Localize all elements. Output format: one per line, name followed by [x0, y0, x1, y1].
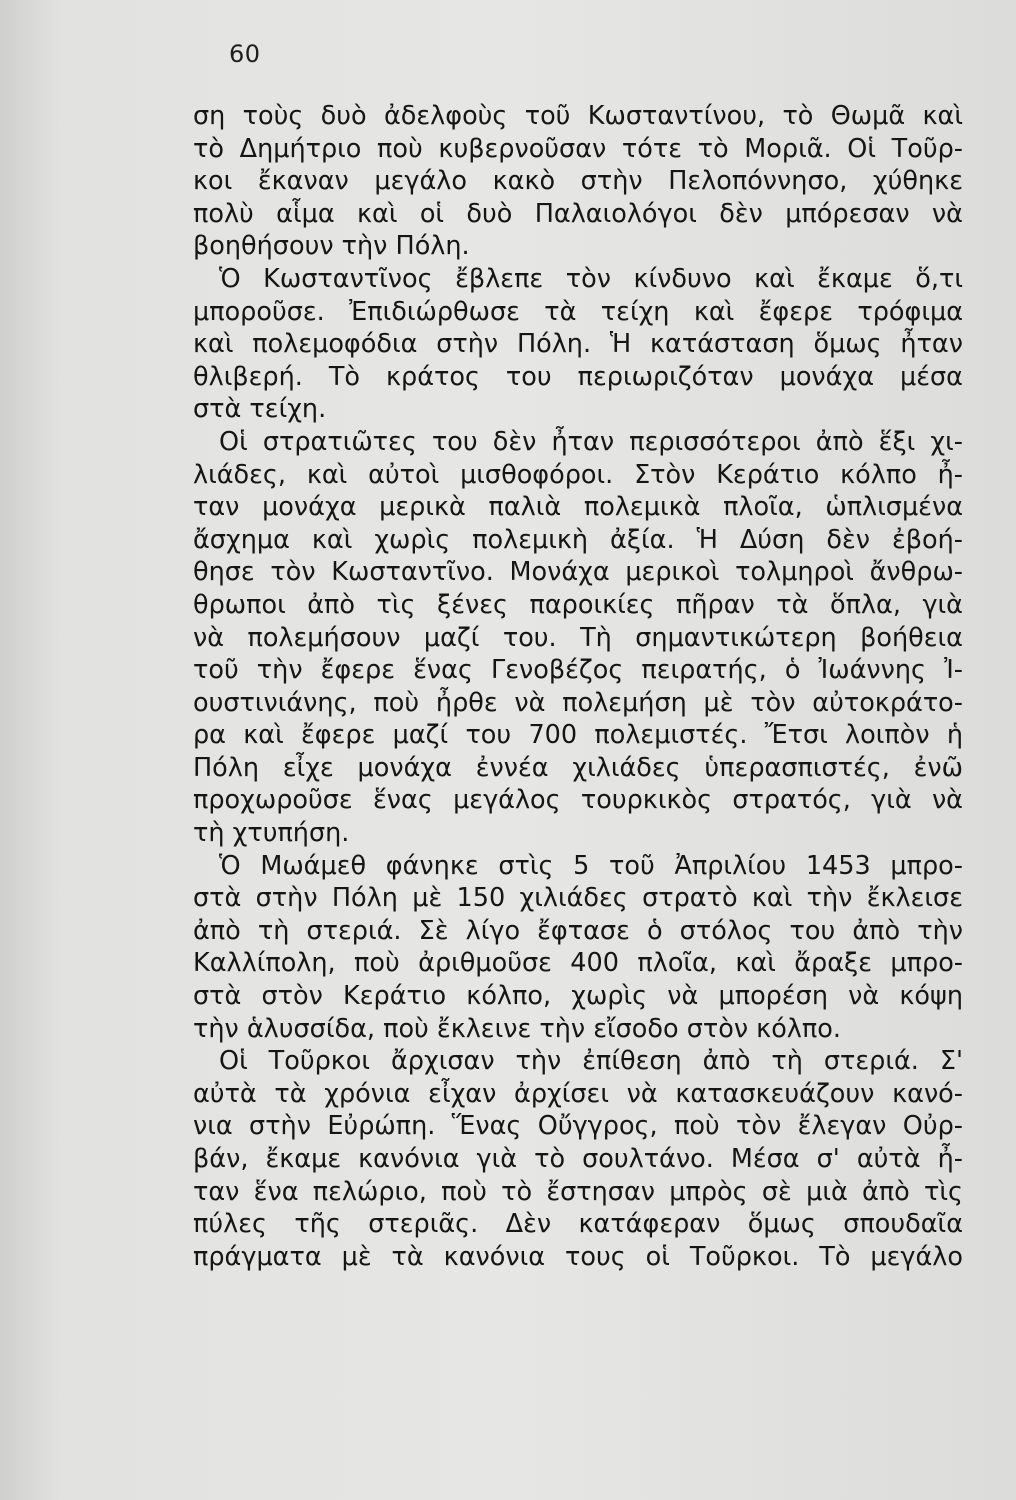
- text-line: Καλλίπολη, ποὺ ἀριθμοῦσε 400 πλοῖα, καὶ ἄραξε μπρο-: [193, 948, 963, 979]
- text-line: στὰ στὴν Πόλη μὲ 150 χιλιάδες στρατὸ καὶ τὴν ἔκλεισε: [193, 883, 963, 914]
- text-line: τὸ Δημήτριο ποὺ κυβερνοῦσαν τότε τὸ Μοριᾶ. Οἱ Τοῦρ-: [193, 133, 963, 164]
- text-line: ἀπὸ τὴ στεριά. Σὲ λίγο ἔφτασε ὁ στόλος του ἀπὸ τὴν: [193, 915, 963, 946]
- text-line: Πόλη εἶχε μονάχα ἐννέα χιλιάδες ὑπερασπιστές, ἐνῶ: [193, 752, 963, 783]
- text-line: λιάδες, καὶ αὐτοὶ μισθοφόροι. Στὸν Κεράτιο κόλπο ἦ-: [193, 459, 963, 490]
- text-line: στὰ στὸν Κεράτιο κόλπο, χωρὶς νὰ μπορέση νὰ κόψη: [193, 981, 963, 1012]
- text-line: στὰ τείχη.: [193, 394, 327, 425]
- text-line: προχωροῦσε ἕνας μεγάλος τουρκικὸς στρατός, γιὰ νὰ: [193, 785, 963, 816]
- text-line: θλιβερή. Τὸ κράτος του περιωριζόταν μονάχα μέσα: [193, 361, 963, 392]
- text-line: αὐτὰ τὰ χρόνια εἶχαν ἀρχίσει νὰ κατασκευάζουν κανό-: [193, 1078, 963, 1109]
- text-line: ἄσχημα καὶ χωρὶς πολεμικὴ ἀξία. Ἡ Δύση δὲν ἐβοή-: [193, 524, 963, 555]
- page-number: 60: [229, 40, 261, 68]
- text-line: καὶ πολεμοφόδια στὴν Πόλη. Ἡ κατάσταση ὅμως ἦταν: [193, 329, 963, 360]
- text-line: κοι ἔκαναν μεγάλο κακὸ στὴν Πελοπόννησο, χύθηκε: [193, 166, 963, 197]
- text-line: θησε τὸν Κωσταντῖνο. Μονάχα μερικοὶ τολμηροὶ ἄνθρω-: [193, 557, 963, 588]
- text-line: νὰ πολεμήσουν μαζί του. Τὴ σημαντικώτερη βοήθεια: [193, 622, 963, 653]
- text-line: πολὺ αἷμα καὶ οἱ δυὸ Παλαιολόγοι δὲν μπόρεσαν νὰ: [193, 198, 963, 229]
- text-line: Οἱ Τοῦρκοι ἄρχισαν τὴν ἐπίθεση ἀπὸ τὴ στεριά. Σ': [219, 1046, 963, 1077]
- text-line: πύλες τῆς στεριᾶς. Δὲν κατάφεραν ὅμως σπουδαῖα: [193, 1209, 963, 1240]
- text-line: τὴ χτυπήση.: [193, 818, 350, 849]
- text-line: πράγματα μὲ τὰ κανόνια τους οἱ Τοῦρκοι. Τὸ μεγάλο: [193, 1241, 963, 1272]
- text-line: Ὁ Κωσταντῖνος ἔβλεπε τὸν κίνδυνο καὶ ἔκαμε ὅ,τι: [219, 263, 963, 294]
- text-line: νια στὴν Εὐρώπη. Ἕνας Οὔγγρος, ποὺ τὸν ἔλεγαν Οὐρ-: [193, 1111, 963, 1142]
- text-line: τὴν ἁλυσσίδα, ποὺ ἔκλεινε τὴν εἴσοδο στὸν κόλπο.: [193, 1013, 841, 1044]
- text-line: ταν μονάχα μερικὰ παλιὰ πολεμικὰ πλοῖα, ὡπλισμένα: [193, 492, 963, 523]
- text-line: μποροῦσε. Ἐπιδιώρθωσε τὰ τείχη καὶ ἔφερε τρόφιμα: [193, 296, 963, 327]
- text-line: Ὁ Μωάμεθ φάνηκε στὶς 5 τοῦ Ἀπριλίου 1453 μπρο-: [219, 850, 963, 881]
- text-line: τοῦ τὴν ἔφερε ἕνας Γενοβέζος πειρατής, ὁ Ἰωάννης Ἰ-: [193, 655, 963, 686]
- text-line: βάν, ἔκαμε κανόνια γιὰ τὸ σουλτάνο. Μέσα σ' αὐτὰ ἦ-: [193, 1144, 963, 1174]
- text-line: βοηθήσουν τὴν Πόλη.: [193, 231, 470, 262]
- text-line: θρωποι ἀπὸ τὶς ξένες παροικίες πῆραν τὰ ὅπλα, γιὰ: [193, 589, 963, 620]
- text-line: ση τοὺς δυὸ ἀδελφοὺς τοῦ Κωσταντίνου, τὸ Θωμᾶ καὶ: [193, 101, 963, 131]
- text-line: ταν ἕνα πελώριο, ποὺ τὸ ἔστησαν μπρὸς σὲ μιὰ ἀπὸ τὶς: [193, 1176, 963, 1207]
- body-text: [193, 100, 963, 1273]
- text-line: ρα καὶ ἔφερε μαζί του 700 πολεμιστές. Ἔτσι λοιπὸν ἡ: [193, 720, 963, 751]
- text-line: ουστινιάνης, ποὺ ἦρθε νὰ πολεμήση μὲ τὸν αὐτοκράτο-: [193, 687, 963, 718]
- text-line: Οἱ στρατιῶτες του δὲν ἦταν περισσότεροι ἀπὸ ἕξι χι-: [219, 426, 963, 457]
